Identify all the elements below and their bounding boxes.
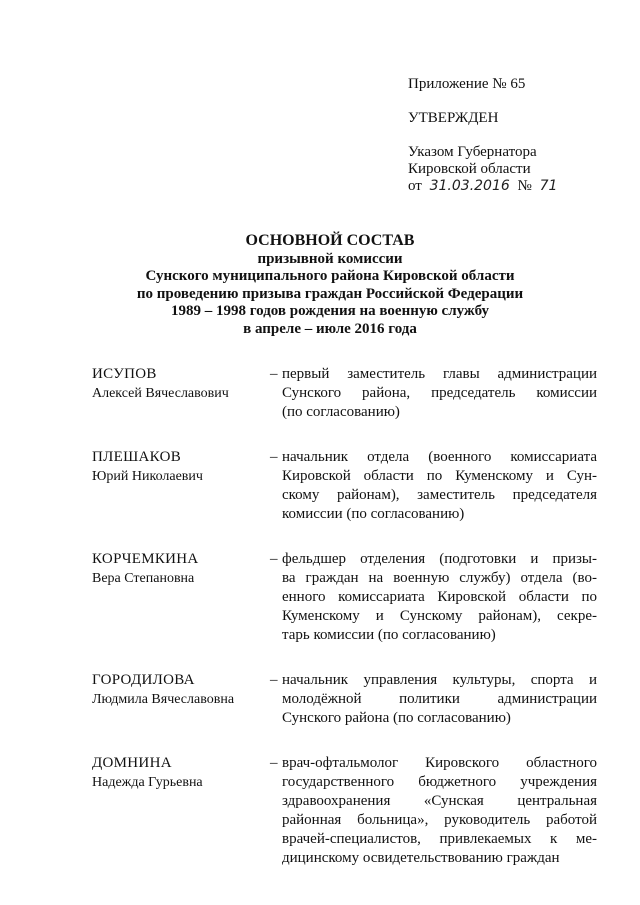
position-line: здравоохранения «Сунская центральная	[282, 793, 597, 809]
decree-line-1: Указом Губернатора	[408, 144, 537, 160]
title-line-3: по проведению призыва граждан Российской Федерации	[136, 285, 524, 302]
position-line: комиссии (по согласованию)	[282, 506, 465, 522]
member-entry	[92, 365, 597, 422]
date-prefix: от	[408, 178, 422, 194]
position-line: фельдшер отделения (подготовки и призы-	[282, 551, 597, 567]
member-given-name: Надежда Гурьевна	[92, 775, 203, 790]
member-surname: ГОРОДИЛОВА	[92, 672, 195, 688]
member-position	[270, 671, 597, 728]
position-line: врачей-специалистов, привлекаемых к ме-	[282, 831, 597, 847]
position-line: начальник отдела (военного комиссариата	[282, 449, 597, 465]
member-position	[270, 448, 597, 524]
title-line-4: 1989 – 1998 годов рождения на военную службу	[170, 303, 490, 319]
title-line-1: призывной комиссии	[257, 250, 403, 267]
decree-line-2: Кировской области	[408, 161, 531, 177]
number-prefix: №	[517, 178, 532, 194]
approved-heading: УТВЕРЖДЕН	[408, 110, 499, 126]
title-line-2: Сунского муниципального района Кировской области	[145, 268, 515, 284]
member-given-name: Алексей Вячеславович	[92, 386, 229, 401]
position-line: тарь комиссии (по согласованию)	[282, 627, 496, 643]
document-title	[70, 232, 590, 338]
member-surname: ПЛЕШАКОВ	[92, 449, 182, 465]
approval-stamp	[408, 76, 628, 195]
member-entry	[92, 448, 597, 524]
position-line: (по согласованию)	[282, 404, 400, 420]
dash-separator: –	[270, 672, 278, 688]
member-surname: КОРЧЕМКИНА	[92, 551, 199, 567]
member-entry	[92, 754, 597, 868]
member-entry	[92, 671, 597, 728]
title-line-5: в апреле – июле 2016 года	[243, 320, 417, 337]
position-line: Куменскому и Сунскому районам), секре-	[282, 608, 597, 624]
member-name	[92, 365, 272, 403]
title-main: ОСНОВНОЙ СОСТАВ	[245, 232, 415, 249]
handwritten-date: 31.03.2016	[429, 178, 510, 194]
decree-date-line	[408, 178, 628, 195]
position-line: дицинскому освидетельствованию граждан	[282, 850, 560, 866]
member-surname: ИСУПОВ	[92, 366, 157, 382]
handwritten-number: 71	[539, 178, 558, 194]
member-given-name: Людмила Вячеславовна	[92, 692, 235, 707]
position-line: первый заместитель главы администрации	[282, 366, 597, 382]
position-line: начальник управления культуры, спорта и	[282, 672, 597, 688]
member-position	[270, 550, 597, 645]
member-name	[92, 550, 272, 588]
member-given-name: Вера Степановна	[92, 571, 195, 586]
member-position	[270, 365, 597, 422]
position-line: врач-офтальмолог Кировского областного	[282, 755, 597, 771]
position-line: государственного бюджетного учреждения	[282, 774, 597, 790]
appendix-number: Приложение № 65	[408, 76, 526, 92]
position-line: молодёжной политики администрации	[282, 691, 597, 707]
member-given-name: Юрий Николаевич	[92, 469, 203, 484]
position-line: Сунского района (по согласованию)	[282, 710, 511, 726]
dash-separator: –	[270, 551, 278, 567]
position-line: районная больница», руководитель работой	[282, 812, 597, 828]
position-line: Сунского района, председатель комиссии	[282, 385, 597, 401]
member-entry	[92, 550, 597, 645]
position-line: скому районам), заместитель председателя	[282, 487, 597, 503]
position-line: енного комиссариата Кировской области по	[282, 589, 597, 605]
member-name	[92, 671, 272, 709]
members-list	[92, 365, 597, 894]
member-position	[270, 754, 597, 868]
member-name	[92, 448, 272, 486]
member-surname: ДОМНИНА	[92, 755, 172, 771]
dash-separator: –	[270, 366, 278, 382]
member-name	[92, 754, 272, 792]
position-line: Кировской области по Куменскому и Сун-	[282, 468, 597, 484]
dash-separator: –	[270, 449, 278, 465]
dash-separator: –	[270, 755, 278, 771]
position-line: ва граждан на военную службу) отдела (во-	[282, 570, 597, 586]
